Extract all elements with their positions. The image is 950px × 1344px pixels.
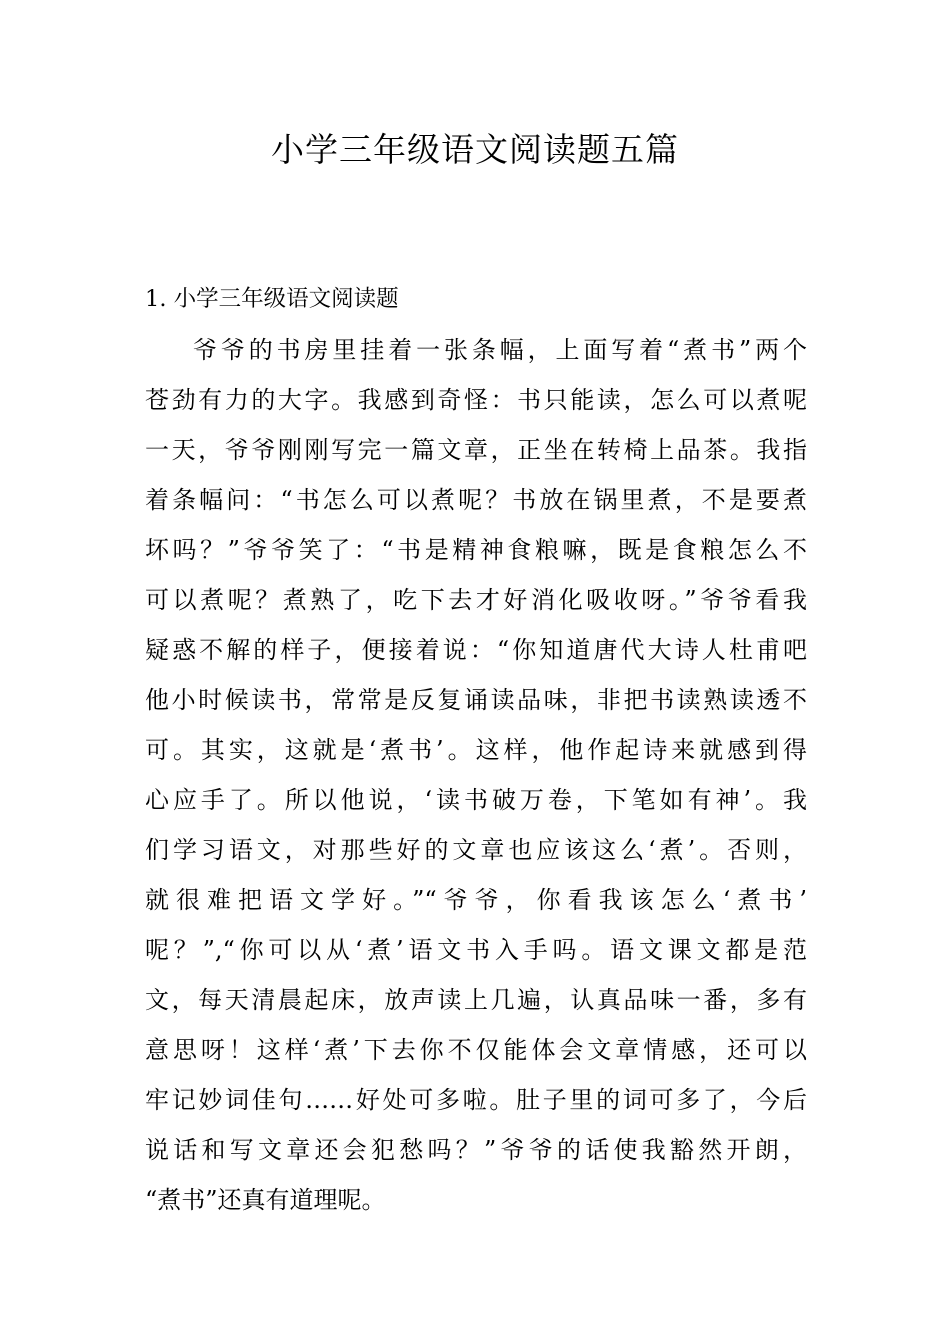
passage-text [145, 334, 807, 1234]
passage-line: 苍劲有力的大字。我感到奇怪：书只能读，怎么可以煮呢 [145, 386, 807, 414]
passage-line: 爷爷的书房里挂着一张条幅，上面写着“煮书”两个 [193, 336, 807, 364]
passage-line: 呢？”,“你可以从‘煮’语文书入手吗。语文课文都是范 [145, 936, 807, 964]
section-heading: 1. 小学三年级语文阅读题 [145, 286, 399, 312]
passage-line: 意思呀！这样‘煮’下去你不仅能体会文章情感，还可以 [145, 1036, 807, 1064]
passage-line: 心应手了。所以他说，‘读书破万卷，下笔如有神’。我 [145, 786, 807, 814]
passage-line: 说话和写文章还会犯愁吗？”爷爷的话使我豁然开朗， [145, 1136, 807, 1164]
passage-line: 可以煮呢？煮熟了，吃下去才好消化吸收呀。”爷爷看我 [145, 586, 807, 614]
passage-line: 着条幅问：“书怎么可以煮呢？书放在锅里煮，不是要煮 [145, 486, 807, 514]
passage-line: 们学习语文，对那些好的文章也应该这么‘煮’。否则， [145, 836, 807, 864]
document-title: 小学三年级语文阅读题五篇 [271, 130, 679, 169]
passage-line: 文，每天清晨起床，放声读上几遍，认真品味一番，多有 [145, 986, 807, 1014]
passage-line: 就很难把语文学好。”“爷爷，你看我该怎么‘煮书’ [145, 886, 807, 914]
passage-line: 他小时候读书，常常是反复诵读品味，非把书读熟读透不 [145, 686, 807, 714]
passage-line: 疑惑不解的样子，便接着说：“你知道唐代大诗人杜甫吧 [145, 636, 807, 664]
passage-line: “煮书”还真有道理呢。 [145, 1186, 386, 1214]
passage-line: 可。其实，这就是‘煮书’。这样，他作起诗来就感到得 [145, 736, 807, 764]
passage-line: 一天，爷爷刚刚写完一篇文章，正坐在转椅上品茶。我指 [145, 436, 807, 464]
passage-line: 牢记妙词佳句……好处可多啦。肚子里的词可多了，今后 [145, 1086, 807, 1114]
passage-line: 坏吗？”爷爷笑了：“书是精神食粮嘛，既是食粮怎么不 [145, 536, 807, 564]
